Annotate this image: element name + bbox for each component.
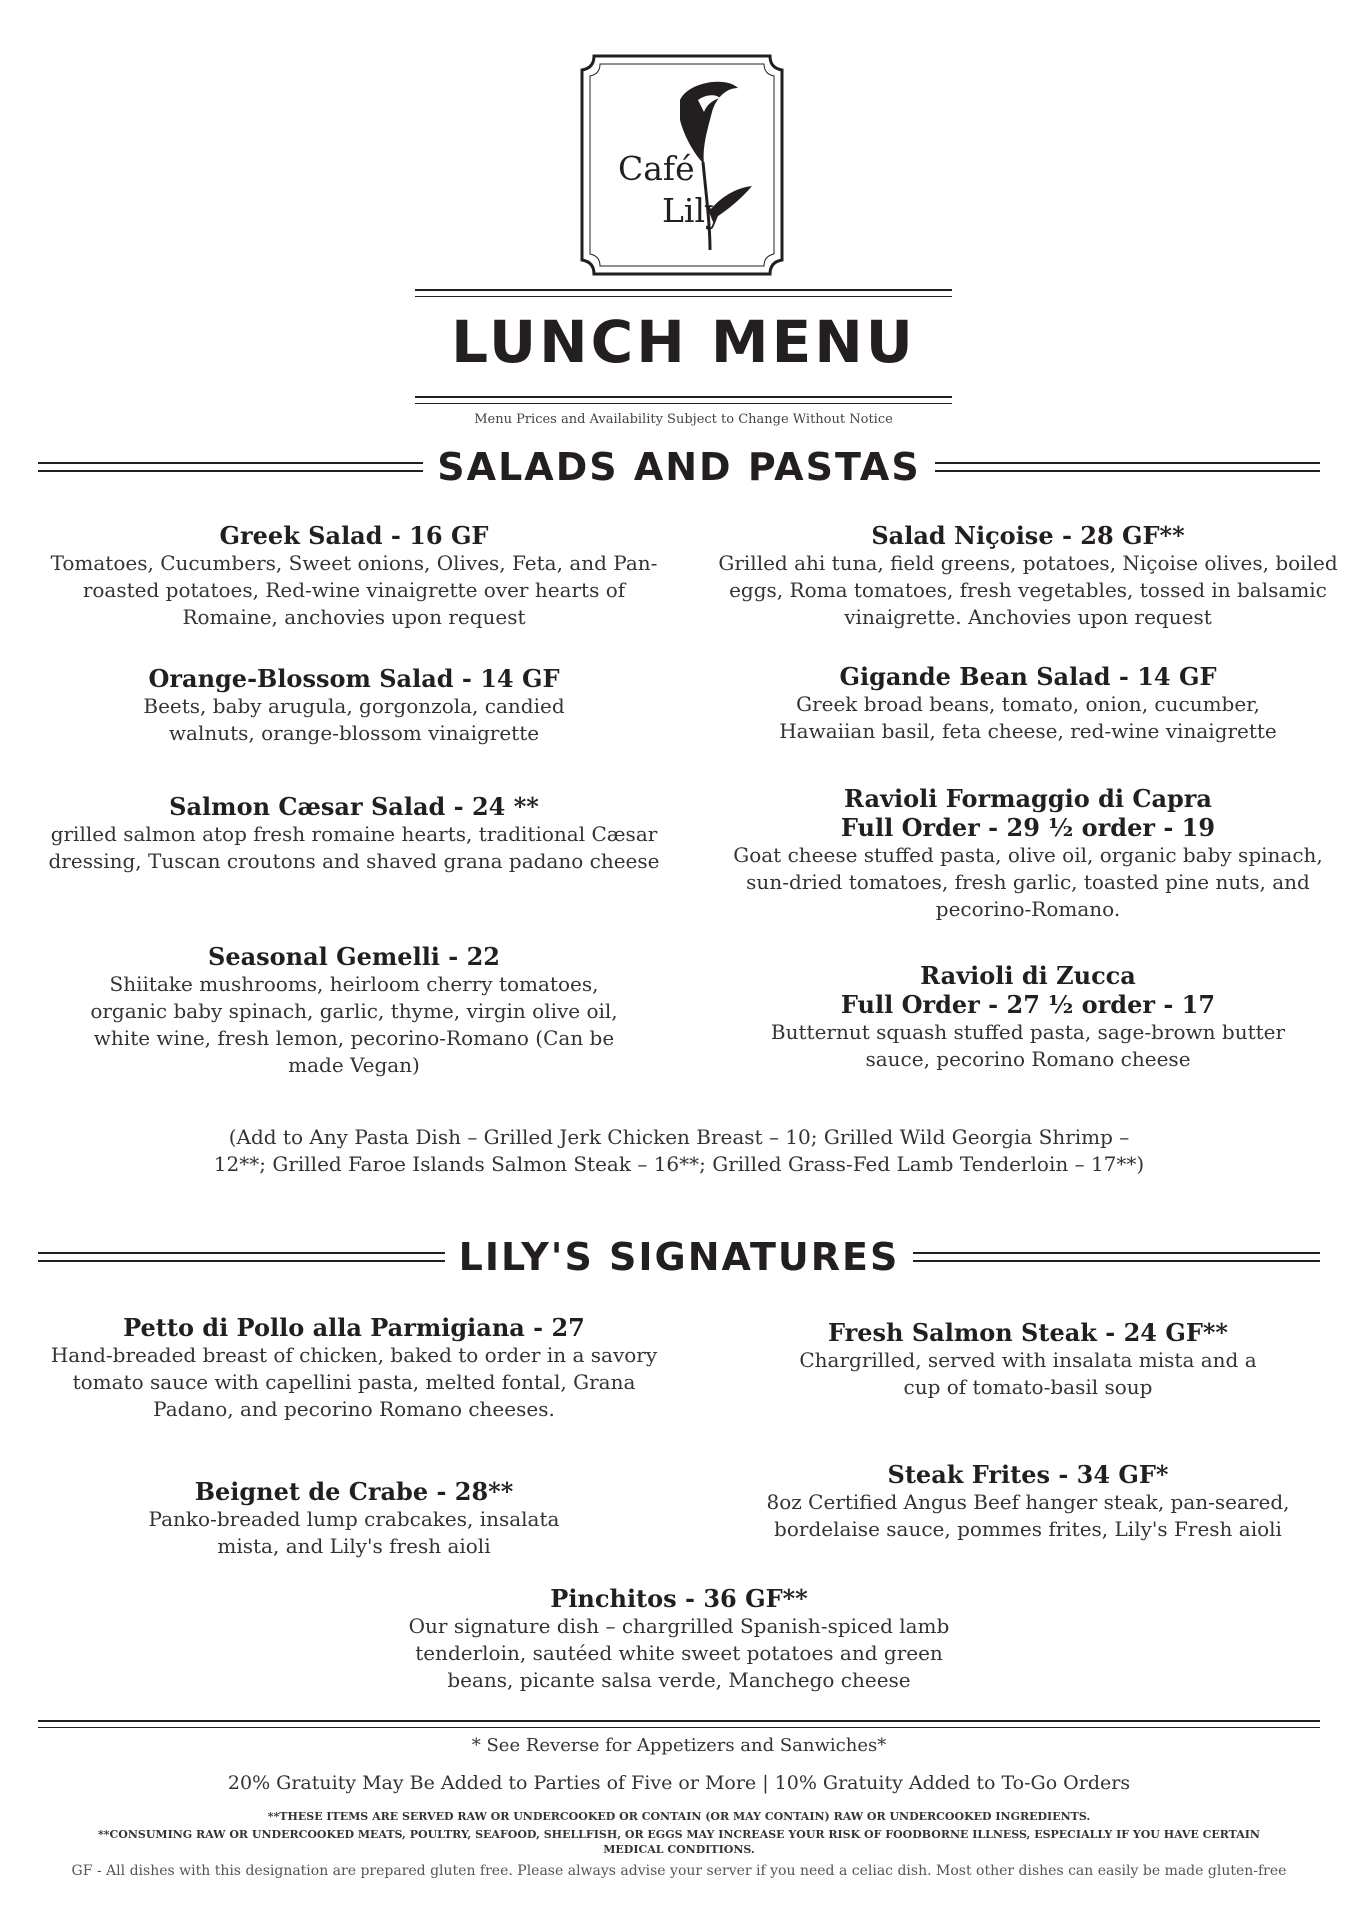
footer-gratuity-note: 20% Gratuity May Be Added to Parties of Five or More | 10% Gratuity Added to To-Go Orders bbox=[227, 1772, 1131, 1794]
divider bbox=[913, 1252, 1320, 1262]
footer-gluten-free-note: GF - All dishes with this designation are prepared gluten free. Please always advise your server if you need a celiac dish. Most other dishes can easily be made gluten-free bbox=[71, 1863, 1287, 1879]
item-description: Butternut squash stuffed pasta, sage-brown butter sauce, pecorino Romano cheese bbox=[770, 1020, 1286, 1071]
menu-item-orange-blossom-salad bbox=[44, 664, 664, 747]
footer-rule-thin bbox=[38, 1727, 1320, 1728]
divider bbox=[38, 462, 423, 472]
menu-item-ravioli-formaggio bbox=[718, 784, 1338, 923]
item-name: Pinchitos - 36 GF** bbox=[550, 1584, 808, 1613]
title-rule-top-thin bbox=[415, 296, 952, 297]
section-header-signatures bbox=[38, 1232, 1320, 1282]
footer-rule bbox=[38, 1720, 1320, 1722]
item-name: Orange-Blossom Salad - 14 GF bbox=[148, 664, 560, 693]
title-rule-top bbox=[415, 289, 952, 291]
item-name: Gigande Bean Salad - 14 GF bbox=[839, 662, 1217, 691]
logo-text-cafe: Café bbox=[618, 149, 695, 188]
item-price-line: Full Order - 27 ½ order - 17 bbox=[840, 990, 1216, 1019]
item-name: Ravioli di Zucca bbox=[920, 961, 1136, 990]
item-description: 8oz Certified Angus Beef hanger steak, pan-seared, bordelaise sauce, pommes frites, Lily's Fresh aioli bbox=[766, 1490, 1290, 1541]
menu-item-ravioli-zucca bbox=[718, 961, 1338, 1073]
item-description: Our signature dish – chargrilled Spanish-spiced lamb tenderloin, sautéed white sweet potatoes and green beans, picante salsa verde, Manchego cheese bbox=[408, 1614, 950, 1692]
item-name: Seasonal Gemelli - 22 bbox=[208, 942, 500, 971]
menu-item-steak-frites bbox=[718, 1460, 1338, 1543]
menu-item-salmon-caesar-salad bbox=[44, 792, 664, 875]
item-name: Greek Salad - 16 GF bbox=[219, 521, 489, 550]
item-name: Salad Niçoise - 28 GF** bbox=[871, 521, 1185, 550]
page-title: LUNCH MENU bbox=[451, 308, 916, 376]
item-description: Shiitake mushrooms, heirloom cherry tomatoes, organic baby spinach, garlic, thyme, virgin olive oil, white wine, fresh lemon, pecorino-Romano (Can be made Vegan) bbox=[90, 972, 618, 1077]
item-description: Hand-breaded breast of chicken, baked to order in a savory tomato sauce with capellini pasta, melted fontal, Grana Padano, and pecorino Romano cheeses. bbox=[50, 1343, 658, 1421]
item-name: Fresh Salmon Steak - 24 GF** bbox=[828, 1318, 1228, 1347]
item-description: Goat cheese stuffed pasta, olive oil, organic baby spinach, sun-dried tomatoes, fresh garlic, toasted pine nuts, and pecorino-Romano. bbox=[733, 843, 1323, 921]
footer-health-warning: **CONSUMING RAW OR UNDERCOOKED MEATS, POULTRY, SEAFOOD, SHELLFISH, OR EGGS MAY INCREASE YOUR RISK OF FOODBORNE ILLNESS, ESPECIALLY IF YOU HAVE CERTAIN MEDICAL CONDITIONS. bbox=[97, 1828, 1260, 1856]
item-description: Beets, baby arugula, gorgonzola, candied walnuts, orange-blossom vinaigrette bbox=[143, 694, 565, 745]
title-rule-bottom bbox=[415, 396, 952, 398]
menu-item-pinchitos bbox=[369, 1584, 989, 1694]
item-name: Steak Frites - 34 GF* bbox=[887, 1460, 1169, 1489]
menu-item-salad-nicoise bbox=[718, 521, 1338, 631]
section-header-salads-pastas bbox=[38, 442, 1320, 492]
item-description: Grilled ahi tuna, field greens, potatoes, Niçoise olives, boiled eggs, Roma tomatoes, fresh vegetables, tossed in balsamic vinaigrette. Anchovies upon request bbox=[718, 551, 1338, 629]
divider bbox=[935, 462, 1320, 472]
menu-item-greek-salad bbox=[44, 521, 664, 631]
price-notice: Menu Prices and Availability Subject to Change Without Notice bbox=[474, 412, 893, 427]
item-name: Petto di Pollo alla Parmigiana - 27 bbox=[123, 1313, 585, 1342]
title-rule-bottom-thin bbox=[415, 403, 952, 404]
item-description: Panko-breaded lump crabcakes, insalata mista, and Lily's fresh aioli bbox=[148, 1507, 560, 1558]
divider bbox=[38, 1252, 445, 1262]
menu-item-beignet-de-crabe bbox=[44, 1477, 664, 1560]
menu-item-petto-di-pollo bbox=[44, 1313, 664, 1423]
item-description: Chargrilled, served with insalata mista and a cup of tomato-basil soup bbox=[799, 1348, 1257, 1399]
item-name: Salmon Cæsar Salad - 24 ** bbox=[169, 792, 539, 821]
cafe-lily-logo bbox=[576, 54, 788, 276]
menu-item-seasonal-gemelli bbox=[44, 942, 664, 1079]
menu-item-gigande-bean-salad bbox=[718, 662, 1338, 745]
logo-text-lily: Lily bbox=[662, 191, 724, 230]
footer-reverse-note: * See Reverse for Appetizers and Sanwiches* bbox=[471, 1735, 887, 1756]
item-description: Greek broad beans, tomato, onion, cucumber, Hawaiian basil, feta cheese, red-wine vinaigrette bbox=[779, 692, 1277, 743]
section-title: SALADS AND PASTAS bbox=[437, 445, 921, 489]
section-title: LILY'S SIGNATURES bbox=[458, 1235, 900, 1279]
item-description: grilled salmon atop fresh romaine hearts, traditional Cæsar dressing, Tuscan croutons and shaved grana padano cheese bbox=[48, 822, 660, 873]
item-price-line: Full Order - 29 ½ order - 19 bbox=[840, 813, 1216, 842]
footer-raw-items-note: **THESE ITEMS ARE SERVED RAW OR UNDERCOOKED OR CONTAIN (OR MAY CONTAIN) RAW OR UNDERCOOKED INGREDIENTS. bbox=[267, 1810, 1091, 1823]
menu-item-fresh-salmon-steak bbox=[718, 1318, 1338, 1401]
item-name: Beignet de Crabe - 28** bbox=[194, 1477, 514, 1506]
item-name: Ravioli Formaggio di Capra bbox=[844, 784, 1212, 813]
pasta-addons-note: (Add to Any Pasta Dish – Grilled Jerk Chicken Breast – 10; Grilled Wild Georgia Shrimp – 12**; Grilled Faroe Islands Salmon Steak – 16**; Grilled Grass-Fed Lamb Tenderloin – 17**) bbox=[213, 1125, 1145, 1176]
item-description: Tomatoes, Cucumbers, Sweet onions, Olives, Feta, and Pan-roasted potatoes, Red-wine vinaigrette over hearts of Romaine, anchovies upon request bbox=[50, 551, 658, 629]
